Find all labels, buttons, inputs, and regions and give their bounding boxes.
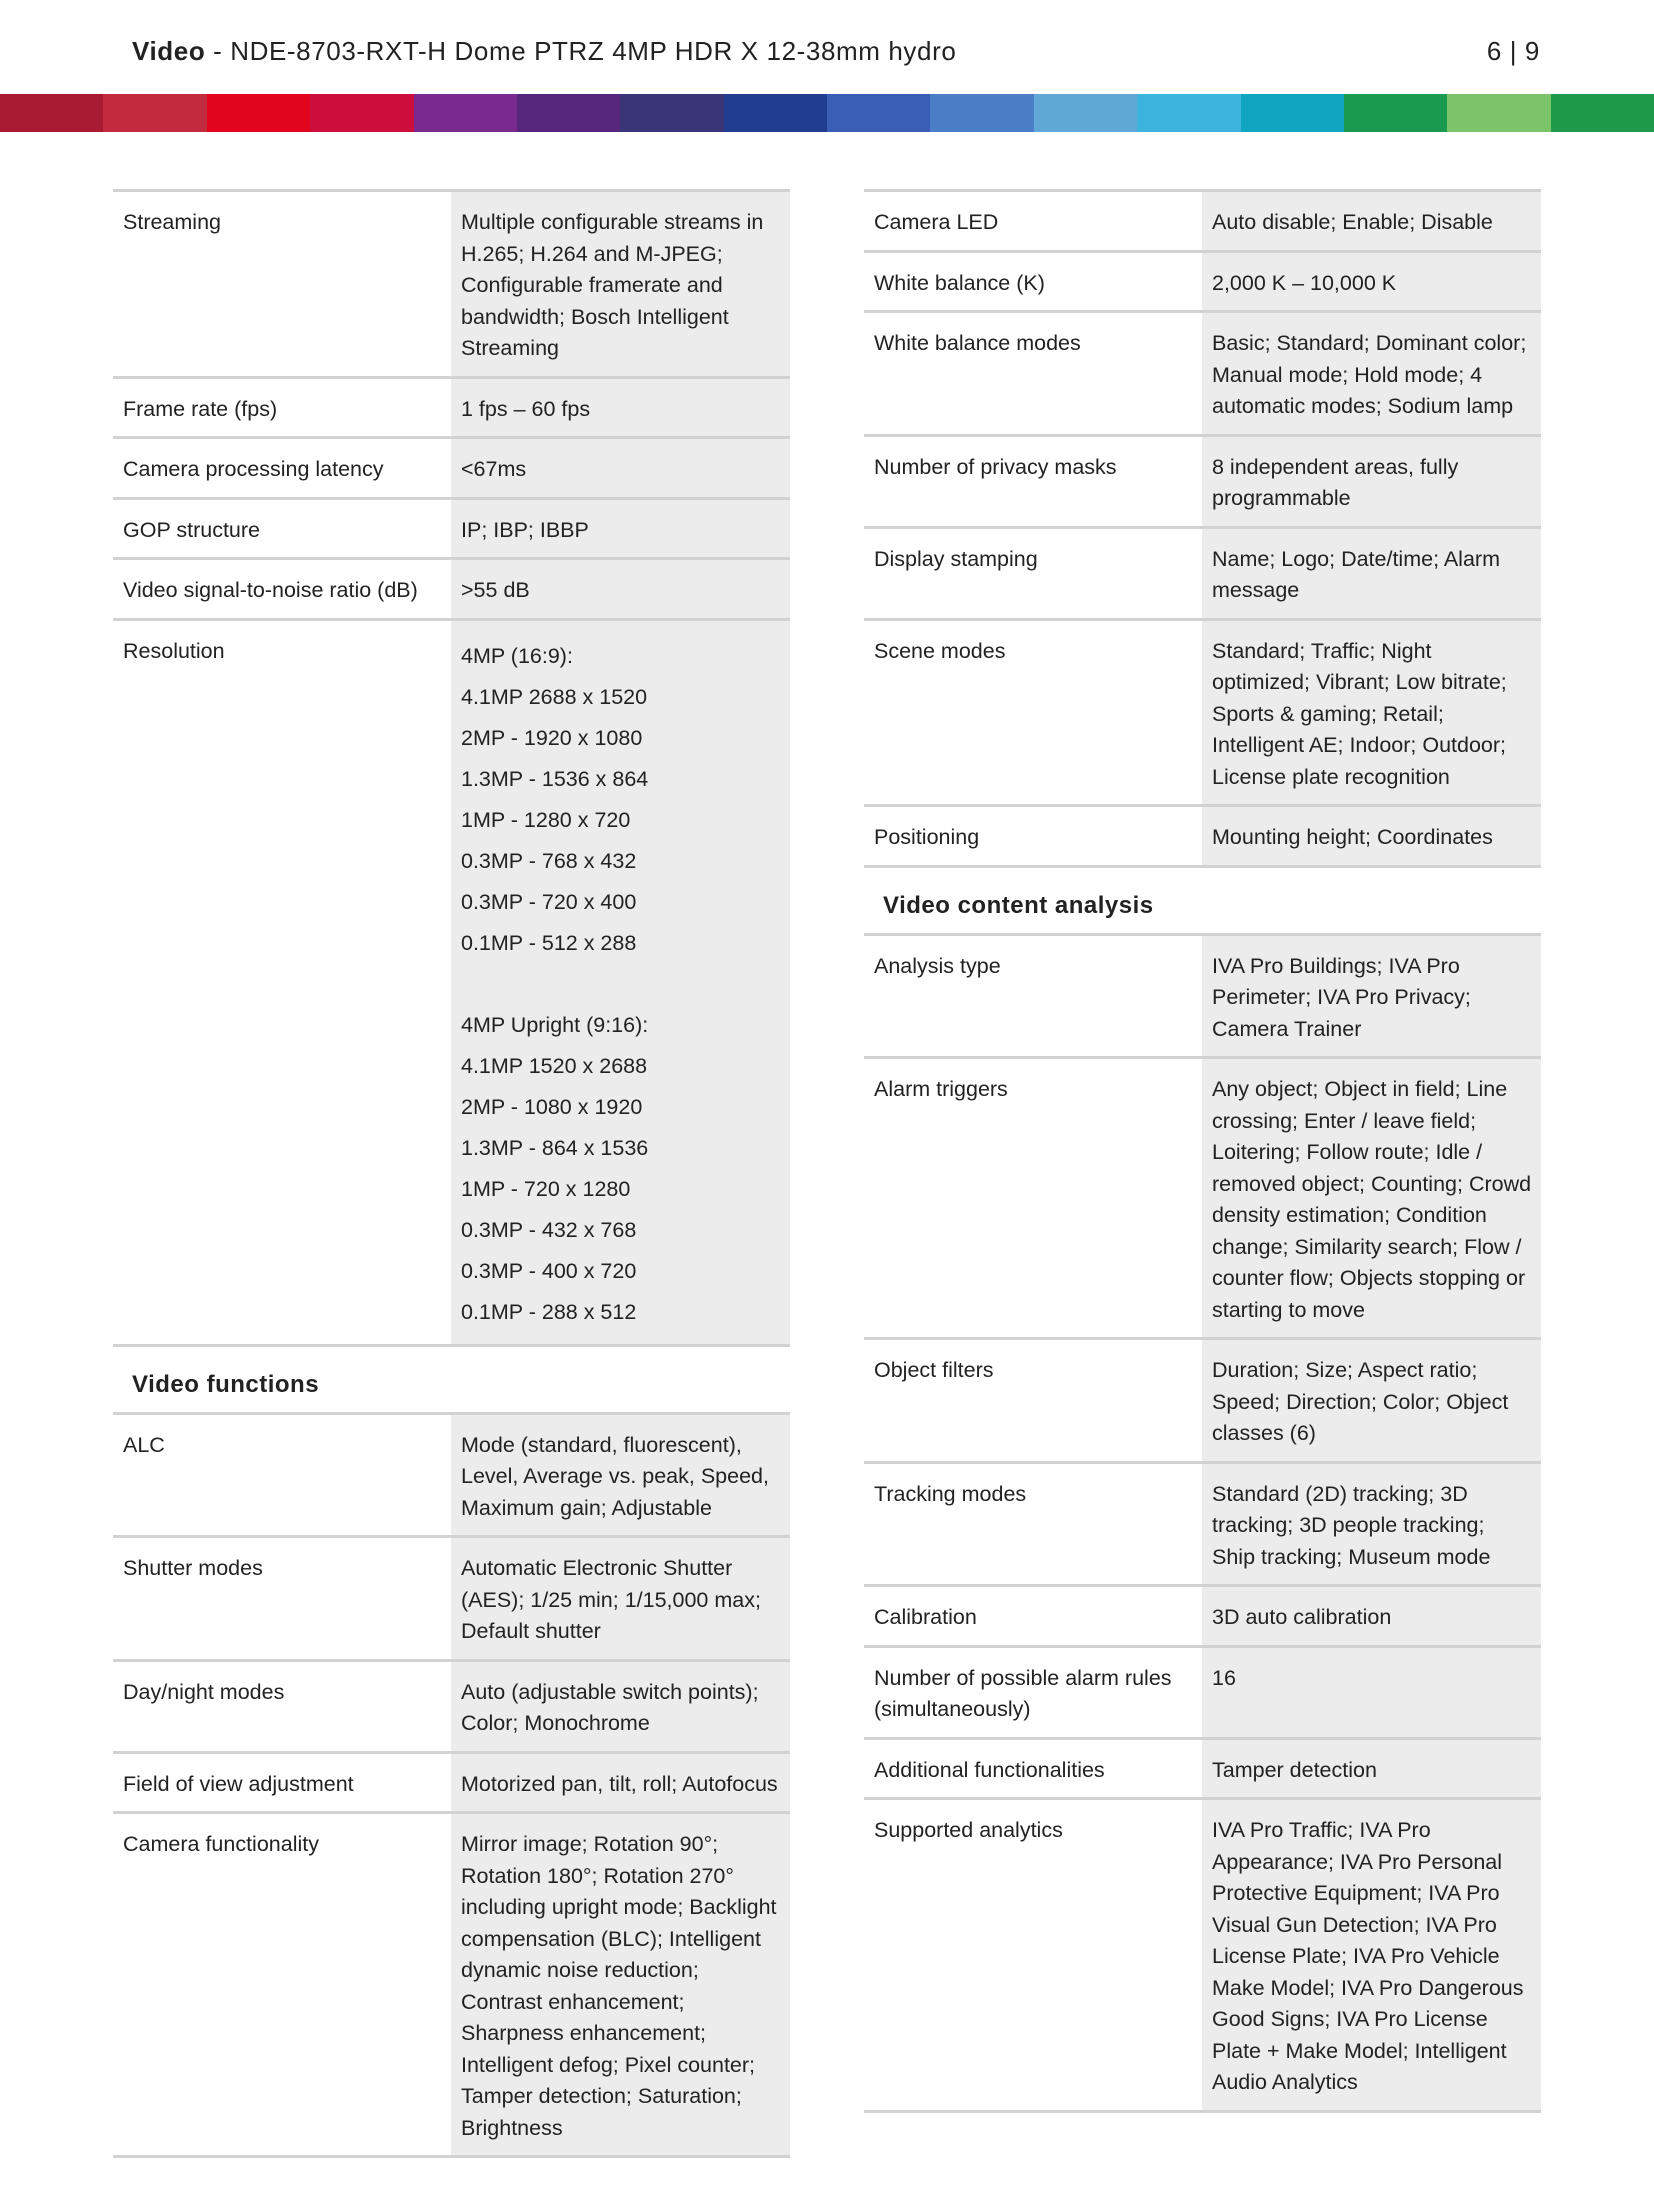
spec-label: Resolution <box>113 619 451 1345</box>
spec-label: Shutter modes <box>113 1537 451 1661</box>
spec-value: Auto disable; Enable; Disable <box>1202 191 1541 252</box>
resolution-entry: 0.3MP - 720 x 400 <box>461 889 637 914</box>
spec-value: Duration; Size; Aspect ratio; Speed; Direction; Color; Object classes (6) <box>1202 1339 1541 1463</box>
spec-value: 16 <box>1202 1646 1541 1738</box>
brand-band-segment <box>310 94 413 132</box>
brand-band-segment <box>0 94 103 132</box>
brand-band-segment <box>827 94 930 132</box>
spec-row <box>113 1752 790 1813</box>
spec-row <box>864 934 1541 1058</box>
spec-label: Streaming <box>113 191 451 378</box>
spec-label: Additional functionalities <box>864 1738 1202 1799</box>
spec-value: Standard; Traffic; Night optimized; Vibrant; Low bitrate; Sports & gaming; Retail; Intelligent AE; Indoor; Outdoor; License plate recognition <box>1202 619 1541 806</box>
spec-row-resolution <box>113 619 790 1345</box>
spec-value: IP; IBP; IBBP <box>451 498 790 559</box>
spec-value: <67ms <box>451 438 790 499</box>
spec-label: Number of possible alarm rules (simultaneously) <box>864 1646 1202 1738</box>
spec-label: Camera processing latency <box>113 438 451 499</box>
resolution-entry: 2MP - 1920 x 1080 <box>461 725 643 750</box>
resolution-entry: 4.1MP 1520 x 2688 <box>461 1053 648 1078</box>
spec-row <box>864 1058 1541 1339</box>
spec-value: IVA Pro Traffic; IVA Pro Appearance; IVA Pro Personal Protective Equipment; IVA Pro Visual Gun Detection; IVA Pro License Plate; IVA Pro Vehicle Make Model; IVA Pro Dangerous Good Signs; IVA Pro License Plate + Make Model; Intelligent Audio Analytics <box>1202 1799 1541 2112</box>
spec-table-video-functions <box>113 1412 790 2159</box>
spec-row <box>864 1799 1541 2112</box>
brand-band-segment <box>1551 94 1654 132</box>
spec-row <box>113 438 790 499</box>
spec-row <box>113 1537 790 1661</box>
spec-row <box>864 191 1541 252</box>
spec-row <box>113 1813 790 2157</box>
resolution-entry: 0.3MP - 432 x 768 <box>461 1217 637 1242</box>
spec-label: Field of view adjustment <box>113 1752 451 1813</box>
spec-row <box>864 312 1541 436</box>
resolution-entry: 1MP - 720 x 1280 <box>461 1176 631 1201</box>
spec-row <box>864 1462 1541 1586</box>
brand-band-segment <box>1344 94 1447 132</box>
section-title-video-content-analysis: Video content analysis <box>883 891 1154 919</box>
spec-value: Mounting height; Coordinates <box>1202 806 1541 867</box>
spec-table-video-content-analysis <box>864 933 1541 2113</box>
resolution-entry: 0.3MP - 768 x 432 <box>461 848 637 873</box>
spec-row <box>113 498 790 559</box>
spec-label: Video signal-to-noise ratio (dB) <box>113 559 451 620</box>
spec-row <box>864 806 1541 867</box>
spec-label: Calibration <box>864 1586 1202 1647</box>
spec-row <box>864 619 1541 806</box>
spec-value: Any object; Object in field; Line crossing; Enter / leave field; Loitering; Follow route; Idle / removed object; Counting; Crowd density estimation; Condition change; Similarity search; Flow / counter flow; Objects stopping or starting to move <box>1202 1058 1541 1339</box>
spec-value: Auto (adjustable switch points); Color; Monochrome <box>451 1660 790 1752</box>
spec-label: Number of privacy masks <box>864 435 1202 527</box>
page-number: 6 | 9 <box>1486 36 1540 66</box>
header-product: - NDE-8703-RXT-H Dome PTRZ 4MP HDR X 12-38mm hydro <box>205 36 957 66</box>
resolution-entry: 0.3MP - 400 x 720 <box>461 1258 637 1283</box>
resolution-entry: 0.1MP - 512 x 288 <box>461 930 637 955</box>
spec-row <box>113 559 790 620</box>
resolution-entry: 4MP Upright (9:16): <box>461 1012 649 1037</box>
spec-row <box>113 1413 790 1537</box>
brand-band-segment <box>930 94 1033 132</box>
spec-table-video <box>113 189 790 1347</box>
resolution-entry: 1.3MP - 864 x 1536 <box>461 1135 649 1160</box>
spec-label: Camera functionality <box>113 1813 451 2157</box>
spec-label: Analysis type <box>864 934 1202 1058</box>
brand-band-segment <box>414 94 517 132</box>
spec-row <box>113 377 790 438</box>
page-header <box>132 36 1540 72</box>
spec-value: Mode (standard, fluorescent), Level, Average vs. peak, Speed, Maximum gain; Adjustable <box>451 1413 790 1537</box>
spec-label: Scene modes <box>864 619 1202 806</box>
spec-label: Tracking modes <box>864 1462 1202 1586</box>
spec-label: Display stamping <box>864 527 1202 619</box>
spec-value: 1 fps – 60 fps <box>451 377 790 438</box>
spec-row <box>864 251 1541 312</box>
resolution-entry: 1.3MP - 1536 x 864 <box>461 766 649 791</box>
brand-band-segment <box>207 94 310 132</box>
spec-value: IVA Pro Buildings; IVA Pro Perimeter; IVA Pro Privacy; Camera Trainer <box>1202 934 1541 1058</box>
section-title-video-functions: Video functions <box>132 1370 320 1398</box>
spec-value: Mirror image; Rotation 90°; Rotation 180°; Rotation 270° including upright mode; Backlight compensation (BLC); Intelligent dynamic noise reduction; Contrast enhancement; Sharpness enhancement; Intelligent defog; Pixel counter; Tamper detection; Saturation; Brightness <box>451 1813 790 2157</box>
brand-band-segment <box>517 94 620 132</box>
spec-value: Basic; Standard; Dominant color; Manual mode; Hold mode; 4 automatic modes; Sodium lamp <box>1202 312 1541 436</box>
brand-band-segment <box>1137 94 1240 132</box>
spec-value: >55 dB <box>451 559 790 620</box>
header-section: Video <box>132 36 206 66</box>
left-column <box>113 189 790 2158</box>
spec-row <box>864 1586 1541 1647</box>
spec-label: Alarm triggers <box>864 1058 1202 1339</box>
spec-value: Standard (2D) tracking; 3D tracking; 3D people tracking; Ship tracking; Museum mode <box>1202 1462 1541 1586</box>
spec-value: Automatic Electronic Shutter (AES); 1/25 min; 1/15,000 max; Default shutter <box>451 1537 790 1661</box>
resolution-entry: 0.1MP - 288 x 512 <box>461 1299 637 1324</box>
spec-label: White balance (K) <box>864 251 1202 312</box>
header-title <box>132 36 956 67</box>
spec-value: 8 independent areas, fully programmable <box>1202 435 1541 527</box>
right-column <box>864 189 1541 2113</box>
spec-row <box>864 1646 1541 1738</box>
spec-row <box>113 191 790 378</box>
spec-row <box>864 527 1541 619</box>
spec-table-video-continued <box>864 189 1541 868</box>
spec-label: White balance modes <box>864 312 1202 436</box>
spec-label: Supported analytics <box>864 1799 1202 2112</box>
brand-band-segment <box>1034 94 1137 132</box>
spec-row <box>864 1339 1541 1463</box>
resolution-entry: 4.1MP 2688 x 1520 <box>461 684 648 709</box>
spec-value: 2,000 K – 10,000 K <box>1202 251 1541 312</box>
brand-band-segment <box>1241 94 1344 132</box>
spec-label: Day/night modes <box>113 1660 451 1752</box>
spec-label: GOP structure <box>113 498 451 559</box>
resolution-entry: 1MP - 1280 x 720 <box>461 807 631 832</box>
brand-band-segment <box>724 94 827 132</box>
spec-value: 3D auto calibration <box>1202 1586 1541 1647</box>
spec-value: Multiple configurable streams in H.265; H.264 and M-JPEG; Configurable framerate and bandwidth; Bosch Intelligent Streaming <box>451 191 790 378</box>
spec-label: ALC <box>113 1413 451 1537</box>
spec-value: Tamper detection <box>1202 1738 1541 1799</box>
brand-band-segment <box>1447 94 1550 132</box>
brand-band-segment <box>103 94 206 132</box>
spec-row <box>864 1738 1541 1799</box>
brand-band-segment <box>620 94 723 132</box>
spec-label: Object filters <box>864 1339 1202 1463</box>
spec-row <box>864 435 1541 527</box>
spec-row <box>113 1660 790 1752</box>
resolution-list <box>451 619 790 1345</box>
resolution-entry: 4MP (16:9): <box>461 643 573 668</box>
spec-value: Name; Logo; Date/time; Alarm message <box>1202 527 1541 619</box>
spec-label: Positioning <box>864 806 1202 867</box>
spec-value: Motorized pan, tilt, roll; Autofocus <box>451 1752 790 1813</box>
brand-color-band <box>0 94 1654 132</box>
spec-label: Camera LED <box>864 191 1202 252</box>
resolution-entry: 2MP - 1080 x 1920 <box>461 1094 643 1119</box>
spec-label: Frame rate (fps) <box>113 377 451 438</box>
